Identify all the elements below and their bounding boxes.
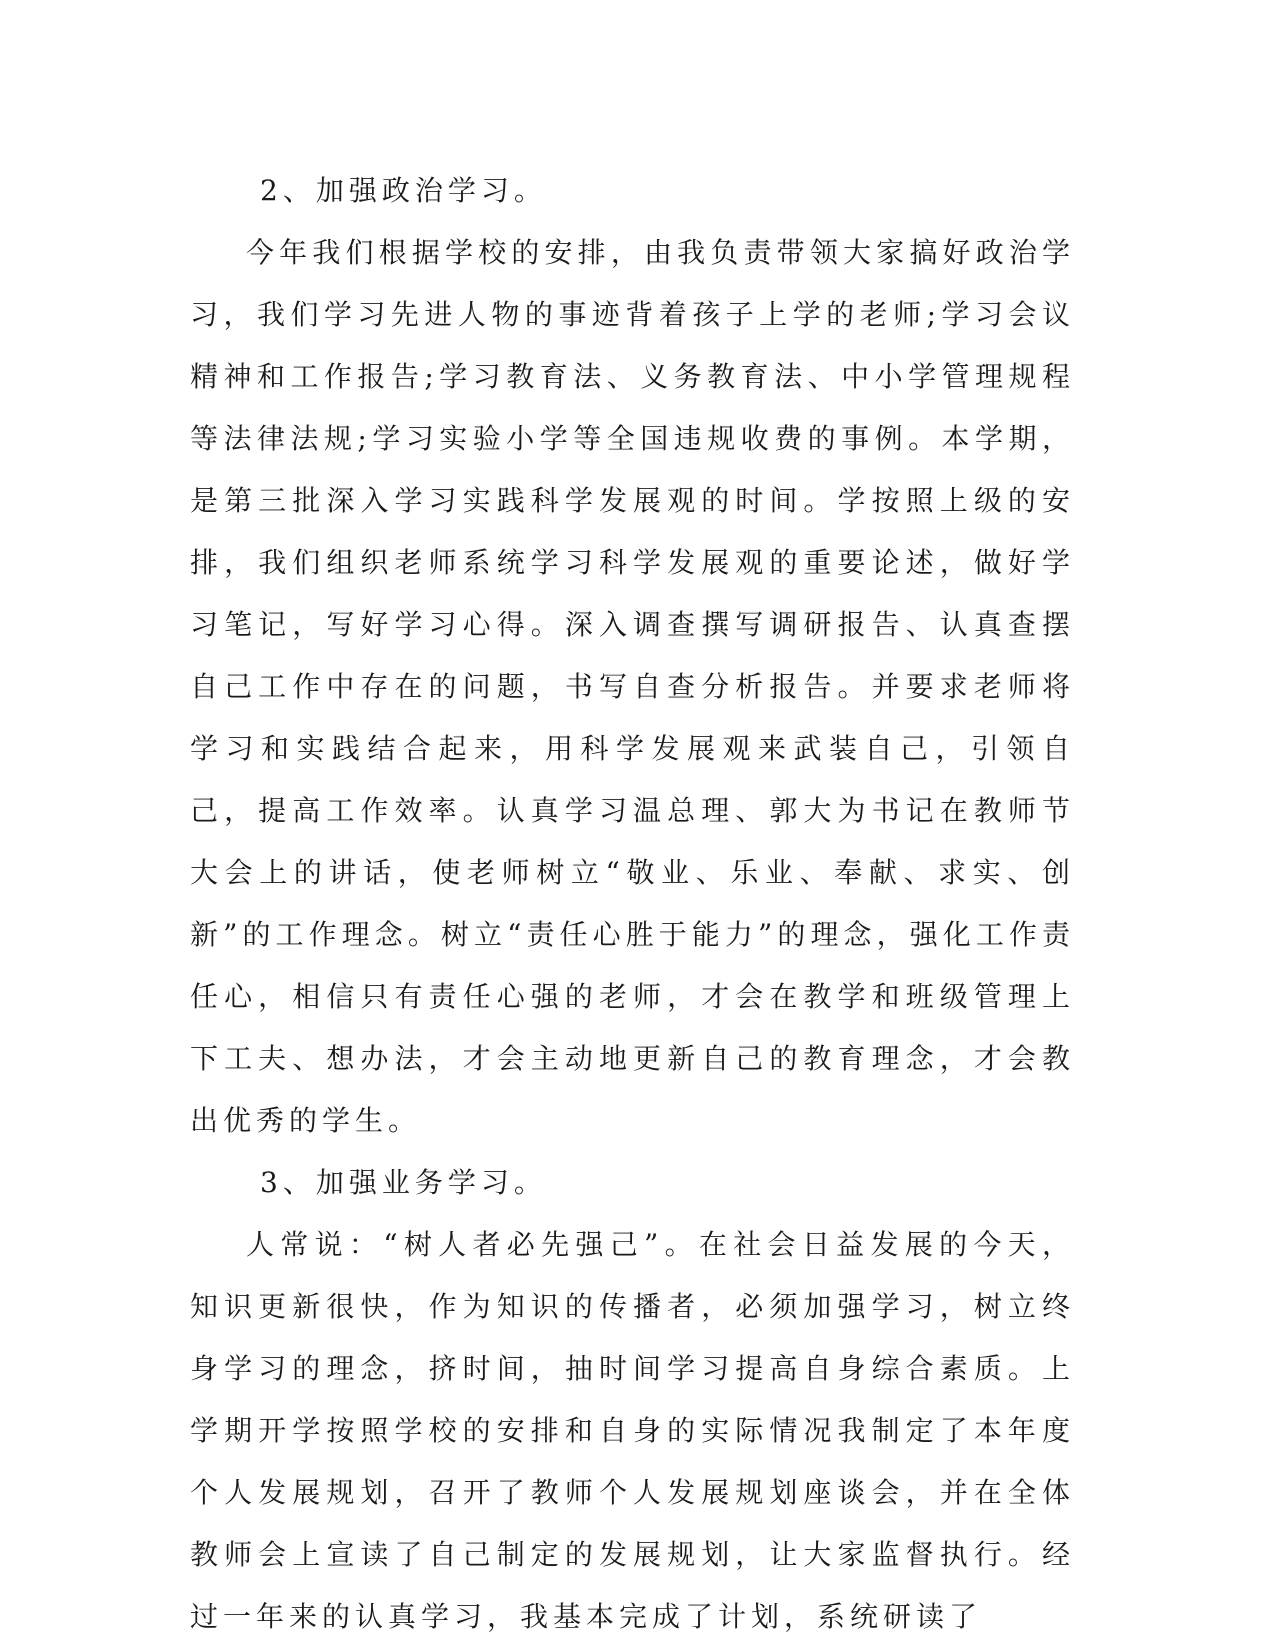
section-3-body: 人常说：“树人者必先强己”。在社会日益发展的今天，知识更新很快，作为知识的传播者，必须加强学习，树立终身学习的理念，挤时间，抽时间学习提高自身综合素质。上学期开学按照学校的安排和自身的实际情况我制定了本年度个人发展规划，召开了教师个人发展规划座谈会，并在全体教师会上宣读了自己制定的发展规划，让大家监督执行。经过一年来的认真学习，我基本完成了计划，系统研读了 xyxy=(190,1228,1075,1633)
section-3-heading: 3、加强业务学习。 xyxy=(260,1166,547,1199)
section-2-body: 今年我们根据学校的安排，由我负责带领大家搞好政治学习，我们学习先进人物的事迹背着孩子上学的老师;学习会议精神和工作报告;学习教育法、义务教育法、中小学管理规程等法律法规;学习实验小学等全国违规收费的事例。本学期，是第三批深入学习实践科学发展观的时间。学按照上级的安排，我们组织老师系统学习科学发展观的重要论述，做好学习笔记，写好学习心得。深入调查撰写调研报告、认真查摆自己工作中存在的问题，书写自查分析报告。并要求老师将学习和实践结合起来，用科学发展观来武装自己，引领自己，提高工作效率。认真学习温总理、郭大为书记在教师节大会上的讲话，使老师树立“敬业、乐业、奉献、求实、创新”的工作理念。树立“责任心胜于能力”的理念，强化工作责任心，相信只有责任心强的老师，才会在教学和班级管理上下工夫、想办法，才会主动地更新自己的教育理念，才会教出优秀的学生。 xyxy=(190,236,1075,1137)
document-content xyxy=(190,160,1075,1648)
section-2-heading: 2、加强政治学习。 xyxy=(260,174,547,207)
